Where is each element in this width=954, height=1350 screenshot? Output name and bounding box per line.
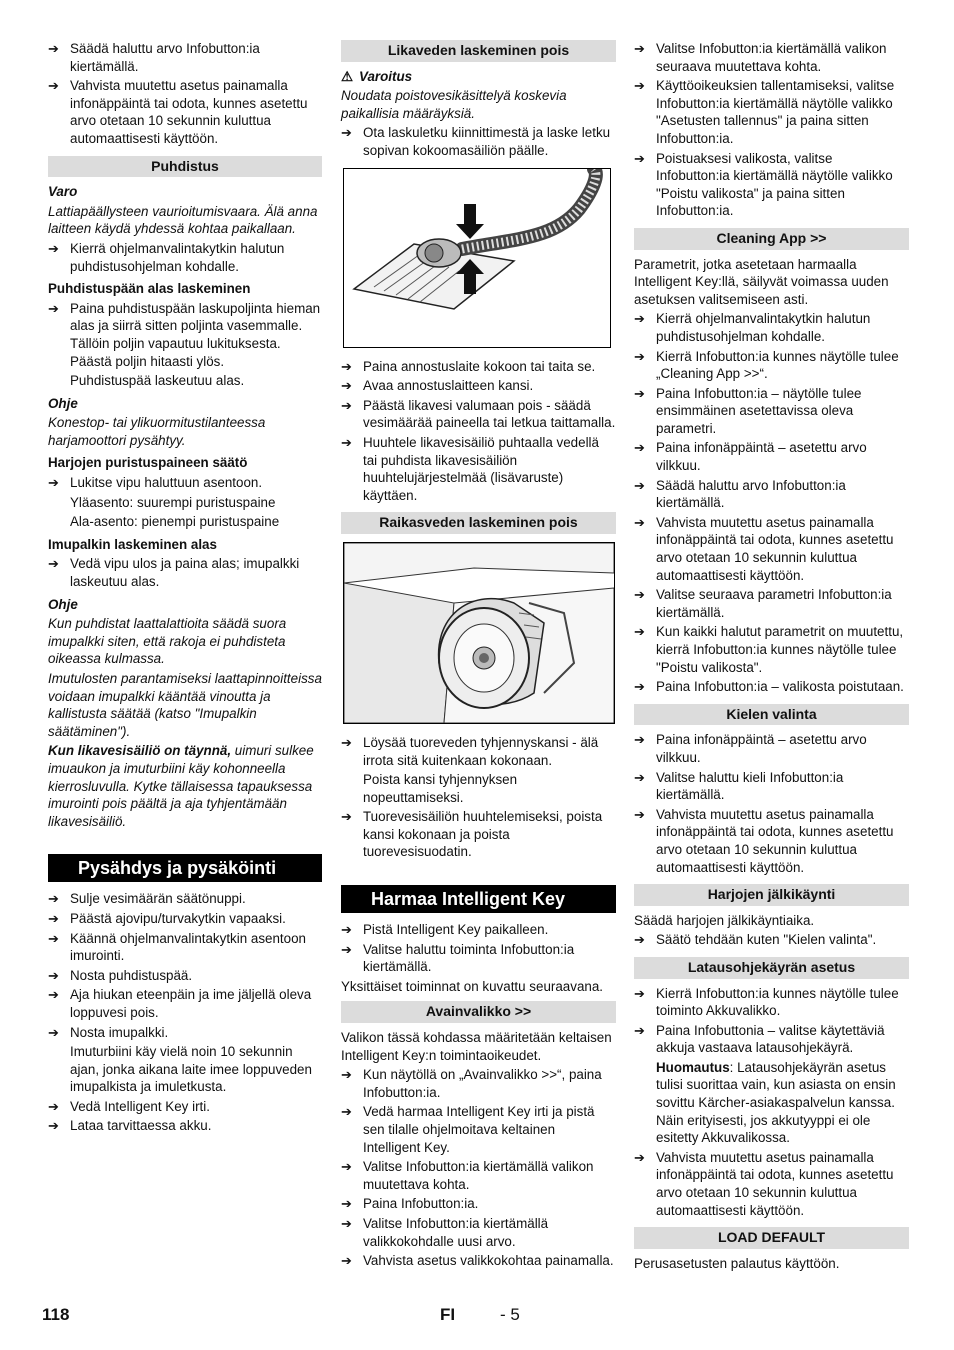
arrow-icon: ➔	[634, 1022, 645, 1038]
arrow-icon: ➔	[634, 587, 645, 603]
step-text: Paina Infobutton:ia – valikosta poistutaan.	[656, 679, 904, 695]
column-left	[48, 40, 322, 1137]
section-heading-pysahdys: Pysähdys ja pysäköinti	[48, 854, 322, 882]
step	[634, 769, 909, 804]
arrow-icon: ➔	[341, 809, 352, 825]
arrow-icon: ➔	[634, 385, 645, 401]
step-text: Sulje vesimäärän säätönuppi.	[70, 891, 246, 907]
arrow-icon: ➔	[634, 78, 645, 94]
step	[48, 77, 322, 147]
paragraph: Valikon tässä kohdassa määritetään keltaisen Intelligent Key:n toimintaoikeudet.	[341, 1030, 612, 1063]
arrow-icon: ➔	[341, 734, 352, 750]
step-text: Löysää tuoreveden tyhjennyskansi - älä irrota sitä kuitenkaan kokonaan.	[363, 734, 599, 768]
step-text: Päästä likavesi valumaan pois - säädä vesimäärää paineella tai letkua taittamalla.	[363, 397, 616, 431]
step	[634, 1022, 909, 1057]
subheading: Imupalkin laskeminen alas	[48, 536, 217, 552]
step-text: Valitse haluttu toiminta Infobutton:ia kiertämällä.	[363, 941, 575, 975]
step	[341, 941, 616, 976]
step-text: Valitse seuraava parametri Infobutton:ia kiertämällä.	[656, 587, 892, 620]
step	[634, 477, 909, 512]
note-label: Ohje	[48, 596, 78, 612]
caution-text: Lattiapäällysteen vaurioitumisvaara. Älä anna laitteen käydä yhdessä kohtaa paikallaan.	[48, 203, 318, 237]
step-text: Kierrä ohjelmanvalintakytkin halutun puhdistusohjelman kohdalle.	[656, 311, 871, 344]
arrow-icon: ➔	[341, 434, 352, 450]
note-emphasis: Kun likavesisäiliö on täynnä,	[48, 743, 232, 759]
note-text	[634, 1059, 909, 1147]
step-text: Pistä Intelligent Key paikalleen.	[363, 922, 549, 938]
arrow-icon: ➔	[634, 985, 645, 1001]
paragraph: Yksittäiset toiminnat on kuvattu seuraavana.	[341, 978, 604, 994]
arrow-icon: ➔	[634, 514, 645, 530]
step-text: Vahvista muutettu asetus painamalla infonäppäintä tai odota, kunnes asetettu arvo otetaan 10 sekunnin kuluttua automaattisesti käyttöön.	[656, 1149, 894, 1218]
step-text: Valitse Infobutton:ia kiertämällä valikkokohdalle uusi arvo.	[363, 1215, 549, 1249]
step-text: Nosta imupalkki.	[70, 1024, 169, 1040]
warning-triangle-icon: ⚠	[341, 68, 354, 84]
arrow-icon: ➔	[48, 930, 59, 946]
arrow-icon: ➔	[634, 311, 645, 327]
step-result: Imuturbiini käy vielä noin 10 sekunnin ajan, jonka aikana laite imee loppuveden imupalkista ja imuletkusta.	[70, 1044, 312, 1095]
step	[48, 1024, 322, 1042]
step-text: Vahvista asetus valikkokohtaa painamalla.	[363, 1253, 614, 1269]
step	[634, 1149, 909, 1219]
step	[341, 358, 616, 376]
step	[634, 678, 909, 696]
step	[48, 40, 322, 75]
arrow-icon: ➔	[634, 440, 645, 456]
step	[634, 77, 909, 147]
arrow-icon: ➔	[48, 556, 59, 572]
arrow-icon: ➔	[341, 1196, 352, 1212]
step	[634, 931, 909, 949]
column-middle	[341, 40, 616, 1272]
step-text: Vedä vipu ulos ja paina alas; imupalkki laskeutuu alas.	[70, 556, 300, 590]
step-text: Paina Infobutton:ia – näytölle tulee ensimmäinen asetettavissa oleva parametri.	[656, 385, 862, 436]
step	[634, 586, 909, 621]
step	[341, 377, 616, 395]
step-text: Vedä harmaa Intelligent Key irti ja pistä sen tilalle ohjelmoitava keltainen Intelligent Key.	[363, 1104, 595, 1155]
step-text: Valitse Infobutton:ia kiertämällä valikon seuraava muutettava kohta.	[656, 41, 887, 74]
paragraph: Parametrit, jotka asetetaan harmaalla Intelligent Key:llä, säilyvät voimassa uuden asetuksen valitsemiseen asti.	[634, 256, 889, 307]
arrow-icon: ➔	[48, 967, 59, 983]
arrow-icon: ➔	[634, 806, 645, 822]
step-text: Ota laskuletku kiinnittimestä ja laske letku sopivan kokoomasäiliön päälle.	[363, 125, 611, 158]
warning-label	[341, 68, 616, 86]
step	[341, 808, 616, 861]
step	[634, 310, 909, 345]
step	[48, 930, 322, 965]
step	[341, 734, 616, 769]
step-text: Säädä haluttu arvo Infobutton:ia kiertämällä.	[70, 41, 260, 74]
step	[48, 1117, 322, 1135]
arrow-icon: ➔	[341, 922, 352, 938]
step-text: Kun näytöllä on „Avainvalikko >>“, paina Infobutton:ia.	[363, 1067, 602, 1100]
step	[48, 474, 322, 492]
note-rest: uimuri sulkee imuaukon ja imuturbiini käy kohonneella kierrosluvulla. Kytke tällaisessa tapauksessa imurointi pois päältä ja aja tyhjentämään likavesisäiliö.	[48, 743, 314, 829]
subheading: Puhdistuspään alas laskeminen	[48, 281, 251, 297]
step-text: Paina annostuslaite kokoon tai taita se.	[363, 358, 596, 374]
step-result: Puhdistuspää laskeutuu alas.	[70, 373, 245, 389]
arrow-icon: ➔	[48, 891, 59, 907]
arrow-icon: ➔	[634, 150, 645, 166]
step-text: Paina Infobuttonia – valitse käytettäviä akkuja vastaava latausohjekäyrä.	[656, 1022, 885, 1056]
section-heading-load-default: LOAD DEFAULT	[634, 1227, 909, 1249]
warning-label-text: Varoitus	[359, 68, 413, 84]
section-heading-harmaa-key: Harmaa Intelligent Key	[341, 885, 616, 913]
arrow-icon: ➔	[634, 41, 645, 56]
step	[634, 150, 909, 220]
section-heading-puhdistus: Puhdistus	[48, 156, 322, 178]
paragraph: Perusasetusten palautus käyttöön.	[634, 1255, 840, 1271]
page-number: 118	[42, 1305, 70, 1324]
step-text: Vahvista muutettu asetus painamalla infonäppäintä tai odota, kunnes asetettu arvo otetaan 10 sekunnin kuluttua automaattisesti käyttöön.	[656, 514, 894, 583]
step-text: Vedä Intelligent Key irti.	[70, 1098, 210, 1114]
step	[341, 1066, 616, 1101]
note-text: Konestop- tai ylikuormitustilanteessa harjamoottori pysähtyy.	[48, 415, 266, 448]
step	[48, 555, 322, 590]
step-text: Paina infonäppäintä – asetettu arvo vilkkuu.	[656, 732, 867, 765]
note-emphasis: Huomautus	[656, 1059, 730, 1075]
arrow-icon: ➔	[48, 1098, 59, 1114]
arrow-icon: ➔	[634, 769, 645, 785]
step	[341, 1195, 616, 1213]
section-heading-latausohjekayra: Latausohjekäyrän asetus	[634, 957, 909, 979]
arrow-icon: ➔	[341, 1104, 352, 1120]
step	[634, 514, 909, 584]
arrow-icon: ➔	[634, 932, 645, 948]
step	[634, 985, 909, 1020]
step-text: Kierrä ohjelmanvalintakytkin halutun puhdistusohjelman kohdalle.	[70, 240, 285, 274]
arrow-icon: ➔	[48, 240, 59, 256]
step	[341, 434, 616, 504]
arrow-icon: ➔	[48, 1024, 59, 1040]
step-text: Vahvista muutettu asetus painamalla infonäppäintä tai odota, kunnes asetettu arvo otetaan 10 sekunnin kuluttua automaattisesti käyttöön.	[656, 806, 894, 875]
step	[341, 1158, 616, 1193]
step	[634, 348, 909, 383]
arrow-icon: ➔	[634, 477, 645, 493]
note-text: Imutulosten parantamiseksi laattapinnoitteissa voidaan imupalkki kääntää vinoutta ja kallistusta säätää (katso "Imupalkin säätäminen").	[48, 671, 322, 739]
step	[341, 921, 616, 939]
arrow-icon: ➔	[341, 1215, 352, 1231]
step-text: Huuhtele likavesisäiliö puhtaalla vedellä tai puhdista likavesisäiliön huuhtelujärjestelmää (lisävaruste) käyttäen.	[363, 434, 599, 503]
step-text: Kierrä Infobutton:ia kunnes näytölle tulee „Cleaning App >>“.	[656, 348, 899, 382]
step	[634, 439, 909, 474]
step-text: Kierrä Infobutton:ia kunnes näytölle tulee toiminto Akkuvalikko.	[656, 985, 899, 1019]
step-text: Aja hiukan eteenpäin ja ime jäljellä oleva loppuvesi pois.	[70, 987, 312, 1020]
step	[341, 397, 616, 432]
step-text: Paina Infobutton:ia.	[363, 1196, 479, 1212]
arrow-icon: ➔	[634, 679, 645, 695]
step-text: Vahvista muutettu asetus painamalla infonäppäintä tai odota, kunnes asetettu arvo otetaan 10 sekunnin kuluttua automaattisesti käyttöön.	[70, 78, 308, 146]
section-heading-cleaning-app: Cleaning App >>	[634, 228, 909, 250]
note-rest: : Latausohjekäyrän asetus tulisi suorittaa vain, kun asiasta on ensin sovittu Kärcher-asiakaspalvelun kanssa. Näin erityisesti, jos akkutyyppi ei ole esitetty Akkuvalikossa.	[656, 1059, 896, 1146]
step	[341, 124, 616, 159]
step	[48, 1098, 322, 1116]
step-text: Käännä ohjelmanvalintakytkin asentoon imurointi.	[70, 930, 306, 964]
step	[48, 240, 322, 275]
arrow-icon: ➔	[48, 300, 59, 316]
step-text: Lataa tarvittaessa akku.	[70, 1118, 212, 1134]
drain-hose-illustration	[343, 168, 611, 348]
section-heading-harjojen-jalkikaynti: Harjojen jälkikäynti	[634, 884, 909, 906]
fresh-water-cap-illustration	[343, 542, 615, 724]
section-heading-likavesi: Likaveden laskeminen pois	[341, 40, 616, 62]
step-text: Avaa annostuslaitteen kansi.	[363, 378, 534, 394]
step-text: Poistuaksesi valikosta, valitse Infobutton:ia kiertämällä näytölle valikko "Poistu valikosta" ja paina sitten Infobutton:ia.	[656, 150, 893, 219]
step-result: Ala-asento: pienempi puristuspaine	[70, 514, 280, 530]
arrow-icon: ➔	[341, 397, 352, 413]
step-text: Tuorevesisäiliön huuhtelemiseksi, poista kansi kokonaan ja poista tuorevesisuodatin.	[363, 809, 603, 860]
warning-text: Noudata poistovesikäsittelyä koskevia paikallisia määräyksiä.	[341, 88, 567, 121]
step-text: Lukitse vipu haluttuun asentoon.	[70, 475, 263, 491]
step	[341, 1215, 616, 1250]
subheading: Harjojen puristuspaineen säätö	[48, 455, 248, 471]
step	[48, 910, 322, 928]
step	[48, 890, 322, 908]
step	[48, 967, 322, 985]
step-text: Valitse haluttu kieli Infobutton:ia kiertämällä.	[656, 769, 844, 803]
step	[634, 731, 909, 766]
arrow-icon: ➔	[341, 358, 352, 374]
step-result: Poista kansi tyhjennyksen nopeuttamiseksi.	[363, 772, 518, 805]
arrow-icon: ➔	[341, 1253, 352, 1269]
arrow-icon: ➔	[341, 378, 352, 394]
step	[634, 623, 909, 676]
step-text: Päästä ajovipu/turvakytkin vapaaksi.	[70, 910, 286, 926]
step	[341, 1103, 616, 1156]
step	[634, 385, 909, 438]
step-text: Säätö tehdään kuten "Kielen valinta".	[656, 932, 877, 948]
step	[341, 1252, 616, 1270]
arrow-icon: ➔	[341, 941, 352, 957]
step	[634, 806, 909, 876]
arrow-icon: ➔	[634, 732, 645, 748]
arrow-icon: ➔	[48, 475, 59, 491]
arrow-icon: ➔	[48, 1118, 59, 1134]
paragraph: Säädä harjojen jälkikäyntiaika.	[634, 912, 815, 928]
step-result: Yläasento: suurempi puristuspaine	[70, 494, 276, 510]
arrow-icon: ➔	[48, 987, 59, 1003]
step-text: Paina infonäppäintä – asetettu arvo vilkkuu.	[656, 440, 867, 474]
arrow-icon: ➔	[341, 1067, 352, 1083]
arrow-icon: ➔	[341, 125, 352, 141]
caution-label: Varo	[48, 184, 78, 200]
step-text: Paina puhdistuspään laskupoljinta hieman alas ja siirrä sitten poljinta vasemmalle. Tällöin poljin vapautuu lukituksesta. Päästä poljin hitaasti ylös.	[70, 300, 321, 369]
step	[48, 986, 322, 1021]
arrow-icon: ➔	[48, 910, 59, 926]
note-text	[48, 742, 322, 830]
arrow-icon: ➔	[634, 348, 645, 364]
language-code: FI	[440, 1305, 456, 1324]
step-text: Kun kaikki halutut parametrit on muutettu, kierrä Infobutton:ia kunnes näytölle tulee "Poistu valikosta".	[656, 624, 904, 675]
arrow-icon: ➔	[48, 41, 59, 56]
section-heading-kielen-valinta: Kielen valinta	[634, 704, 909, 726]
note-text: Kun puhdistat laattalattioita säädä suora imupalkki siten, että rakoja ei puhdisteta oikeassa kulmassa.	[48, 616, 287, 667]
section-number: - 5	[500, 1305, 520, 1324]
step-text: Valitse Infobutton:ia kiertämällä valikon muutettava kohta.	[363, 1159, 594, 1192]
step	[634, 40, 909, 75]
step-text: Nosta puhdistuspää.	[70, 967, 193, 983]
column-right	[634, 40, 909, 1274]
step-text: Käyttöoikeuksien tallentamiseksi, valitse Infobutton:ia kiertämällä näytölle valikko "Asetusten tallennus" ja paina sitten Infobutton:ia.	[656, 78, 895, 146]
arrow-icon: ➔	[341, 1159, 352, 1175]
arrow-icon: ➔	[634, 624, 645, 640]
section-heading-raikasvesi: Raikasveden laskeminen pois	[341, 512, 616, 534]
arrow-icon: ➔	[634, 1149, 645, 1165]
arrow-icon: ➔	[48, 78, 59, 94]
step	[48, 300, 322, 370]
section-heading-avainvalikko: Avainvalikko >>	[341, 1001, 616, 1023]
step-text: Säädä haluttu arvo Infobutton:ia kiertämällä.	[656, 477, 846, 511]
note-label: Ohje	[48, 395, 78, 411]
